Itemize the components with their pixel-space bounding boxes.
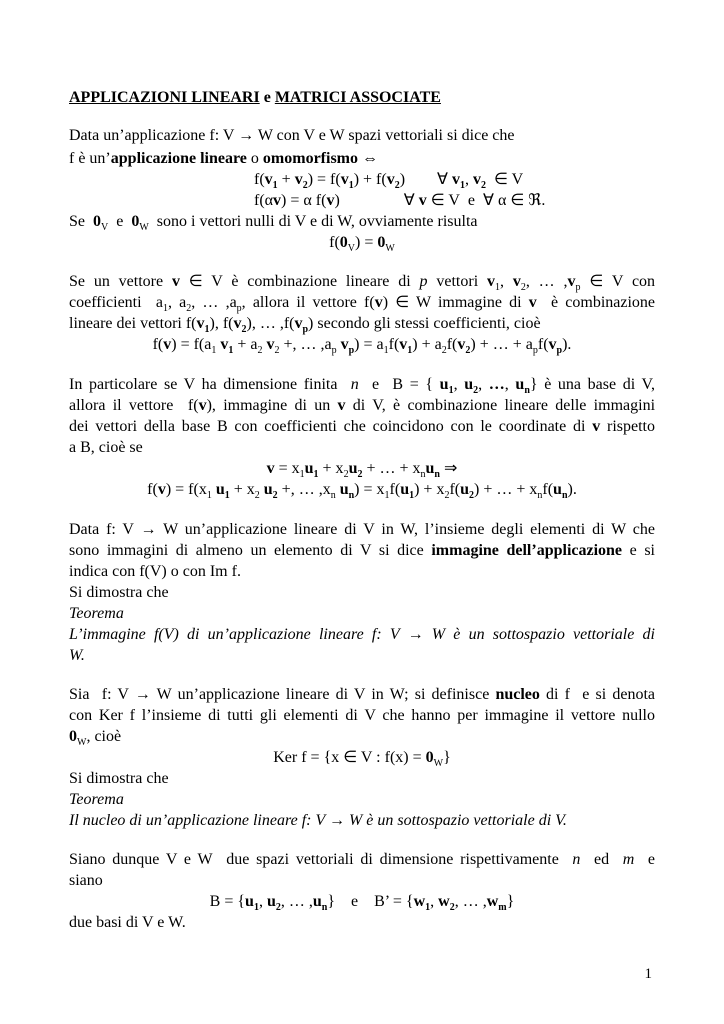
theorem-statement: Il nucleo di un’applicazione lineare f: V → W è un sottospazio vettoriale di V. bbox=[69, 812, 567, 829]
text-line: coefficienti $a_1$, $a_2$, … $,a_p$, allora il vettore f(v) ∈ W immagine di v è combinazione bbox=[69, 294, 656, 315]
text-line: Data f: V → W un’applicazione lineare di V in W, l’insieme degli elementi di W che bbox=[69, 521, 655, 538]
text-line: Data un’applicazione f: V → W con V e W spazi vettoriali si dice che bbox=[69, 127, 515, 144]
text-line: Siano dunque V e W due spazi vettoriali di dimensione rispettivamente n ed m e bbox=[69, 851, 655, 868]
formula-null-vector: $f(0_V) = 0_W$ bbox=[329, 234, 395, 255]
text-line: sono immagini di almeno un elemento di V si dice immagine dell’applicazione e si bbox=[69, 542, 655, 559]
text-line: indica con f(V) o con Im f. bbox=[69, 563, 241, 580]
page-number: 1 bbox=[644, 966, 652, 982]
text-line: allora il vettore f(v), immagine di un v di V, è combinazione lineare delle immagini bbox=[69, 397, 656, 414]
theorem-label: Teorema bbox=[69, 791, 124, 808]
text-line: Si dimostra che bbox=[69, 770, 169, 787]
text-line: due basi di V e W. bbox=[69, 914, 186, 931]
formula-bases: $B = \{u_1$, $u_2$, … $,u_n$} e B’ = {$w_1$, $w_2$, … $,w_m$} bbox=[209, 893, 515, 914]
theorem-statement: L’immagine f(V) di un’applicazione lineare f: V → W è un sottospazio vettoriale di bbox=[69, 626, 655, 643]
formula-image-coordinates: $f(v) = f(x_1$ $u_1 + x_2$ $u_2$ +, … $,x_n$ $u_n) = x_1f(u_1) + x_2f(u_2)$ + … + $x_nf(u_n)$. bbox=[147, 481, 577, 502]
title-part1: APPLICAZIONI LINEARI bbox=[69, 89, 260, 106]
formula-homogeneity: f(αv) = α f(v) ∀ v ∈ V e ∀ α ∈ ℜ. bbox=[254, 192, 546, 209]
formula-kernel: Ker f = {x ∈ V : $f(x) = 0_W$} bbox=[273, 749, 451, 770]
text-line: a B, cioè se bbox=[69, 439, 143, 456]
text-line: $0_W$, cioè bbox=[69, 728, 122, 749]
formula-additivity: $f(v_1 + v_2) = f(v_1) + f(v_2)$ ∀ $v_1$, $v_2$ ∈ V bbox=[254, 171, 524, 192]
formula-linear-combination: $f(v) = f(a_1$ $v_1 + a_2$ $v_2$ +, … $,a_p$ $v_p) = a_1f(v_1) + a_2f(v_2)$ + … + $a_pf(v_p)$. bbox=[152, 336, 572, 357]
document-title bbox=[69, 88, 441, 108]
text-line: In particolare se V ha dimensione finita n e B = { $u_1$, $u_2$, …, $u_n$} è una base di V, bbox=[69, 376, 656, 397]
text-line: siano bbox=[69, 872, 103, 889]
text-line: lineare dei vettori $f(v_1)$, $f(v_2)$, … $,f(v_p)$ secondo gli stessi coefficienti, cioè bbox=[69, 315, 541, 336]
definition-line: f è un’applicazione lineare o omomorfismo ⇔ bbox=[69, 150, 378, 167]
text-line: Se un vettore v ∈ V è combinazione lineare di p vettori $v_1$, $v_2$, … $,v_p$ ∈ V con bbox=[69, 273, 656, 294]
text-line: dei vettori della base B con coefficienti che coincidono con le coordinate di v rispetto bbox=[69, 418, 656, 435]
title-part2: MATRICI ASSOCIATE bbox=[274, 89, 441, 106]
text-line: Si dimostra che bbox=[69, 584, 169, 601]
text-line: Sia f: V → W un’applicazione lineare di V in W; si definisce nucleo di f e si denota bbox=[69, 686, 655, 703]
title-joiner: e bbox=[259, 89, 275, 106]
formula-coordinates: $v = x_1u_1 + x_2u_2$ + … + $x_nu_n$ ⇒ bbox=[266, 460, 458, 481]
theorem-statement-end: W. bbox=[69, 647, 85, 664]
text-line: Se $0_V$ e $0_W$ sono i vettori nulli di V e di W, ovviamente risulta bbox=[69, 213, 478, 234]
text-line: con Ker f l’insieme di tutti gli elementi di V che hanno per immagine il vettore nullo bbox=[69, 707, 655, 724]
theorem-label: Teorema bbox=[69, 605, 124, 622]
